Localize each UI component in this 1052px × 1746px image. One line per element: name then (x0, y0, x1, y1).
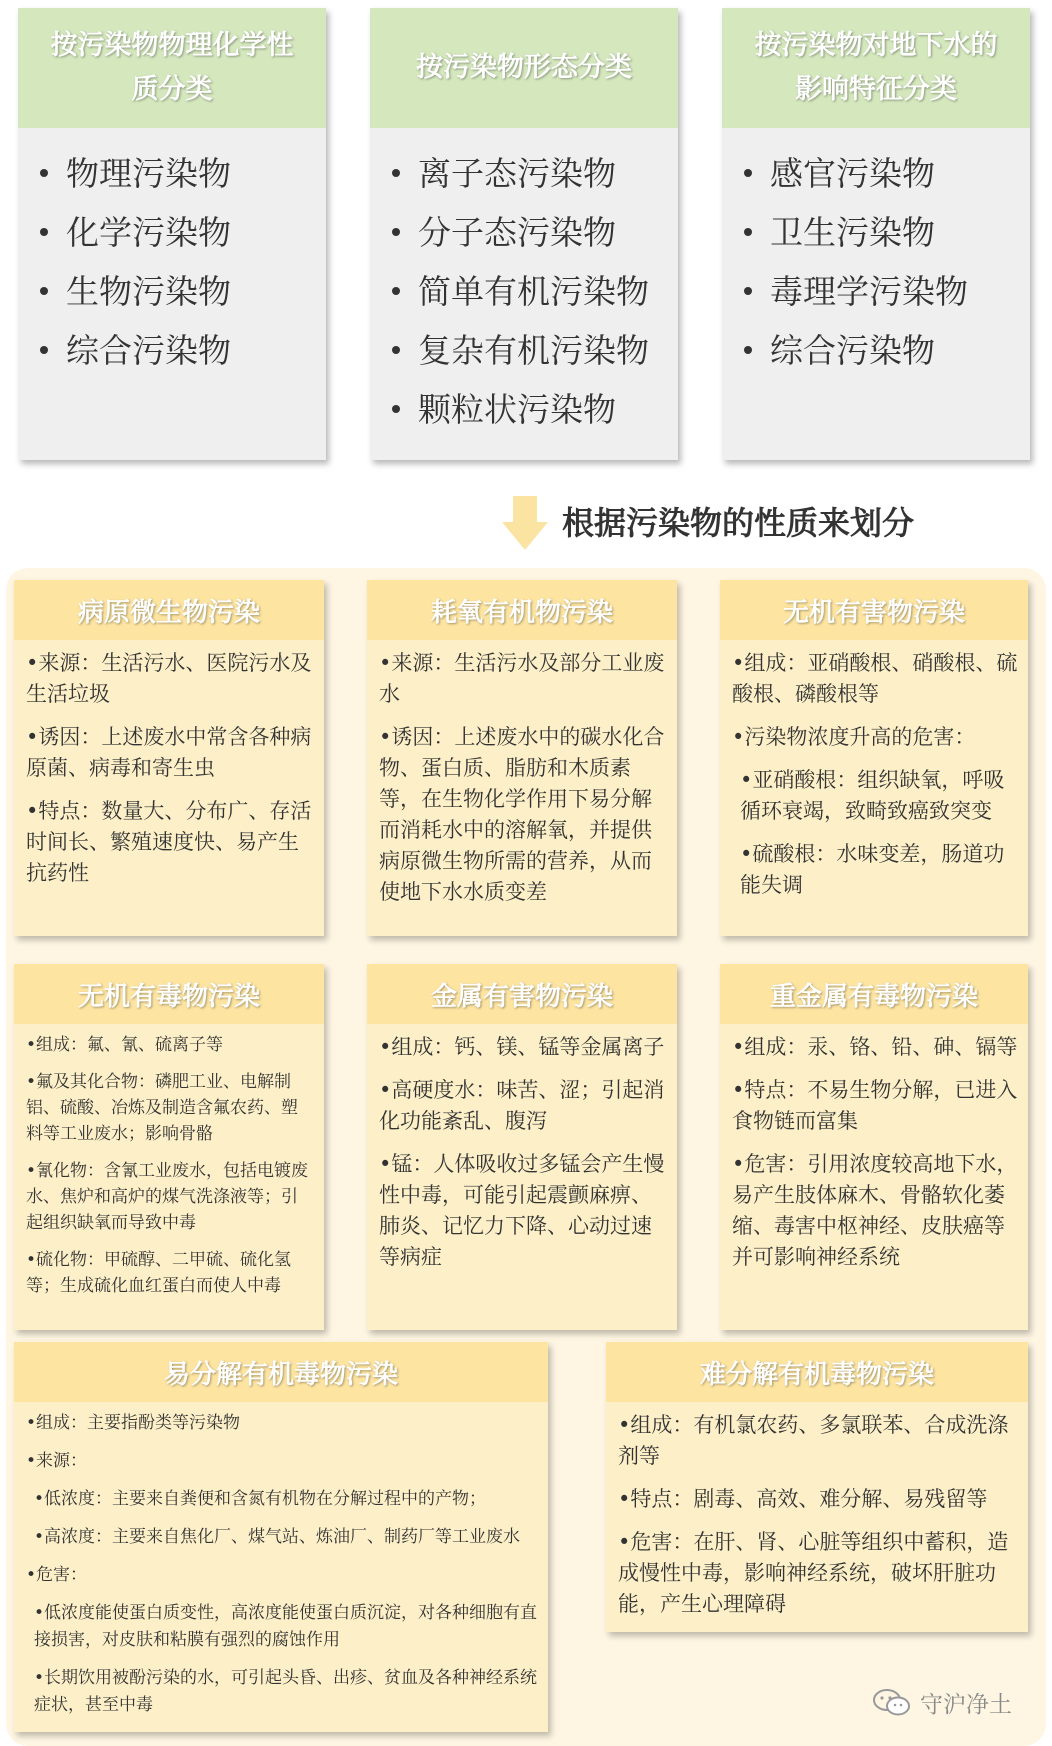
card-heavy-metal-toxic (720, 964, 1028, 1330)
watermark-text: 守沪净土 (920, 1692, 1012, 1718)
list-item: 综合污染物 (744, 321, 1030, 380)
card-line: •污染物浓度升高的危害： (732, 725, 976, 749)
bullet-icon (40, 169, 48, 177)
card-oxygen-consuming-organics (367, 580, 677, 936)
card-subline: •亚硝酸根：组织缺氧，呼吸循环衰竭，致畸致癌致突变 (740, 768, 1005, 823)
card-title: 易分解有机毒物污染 (14, 1342, 548, 1402)
card-line: •组成：氟、氰、硫离子等 (26, 1035, 224, 1055)
list-item: 感官污染物 (744, 144, 1030, 203)
card-subline: •硫酸根：水味变差，肠道功能失调 (740, 842, 1005, 897)
card-metal-harmful (367, 964, 677, 1330)
card-line: •来源：生活污水、医院污水及生活垃圾 (26, 651, 312, 706)
category-card-physicochemical (18, 8, 326, 460)
card-line: •诱因：上述废水中常含各种病原菌、病毒和寄生虫 (26, 725, 312, 780)
card-line: •组成：汞、铬、铅、砷、镉等 (732, 1035, 1018, 1059)
category-card-title: 按污染物形态分类 (370, 8, 678, 128)
bullet-icon (744, 287, 752, 295)
card-inorganic-toxic (14, 964, 324, 1330)
card-refractory-organic-toxic (606, 1342, 1028, 1632)
bullet-icon (392, 346, 400, 354)
list-item: 物理污染物 (40, 144, 326, 203)
list-item: 综合污染物 (40, 321, 326, 380)
card-subline: •低浓度能使蛋白质变性，高浓度能使蛋白质沉淀，对各种细胞有直接损害，对皮肤和粘膜有强烈的腐蚀作用 (34, 1603, 538, 1650)
list-item: 复杂有机污染物 (392, 321, 678, 380)
card-title: 病原微生物污染 (14, 580, 324, 640)
card-line: •危害：在肝、肾、心脏等组织中蓄积，造成慢性中毒，影响神经系统，破坏肝脏功能，产生心理障碍 (618, 1530, 1009, 1616)
card-title: 无机有毒物污染 (14, 964, 324, 1024)
category-card-morphology (370, 8, 678, 460)
card-line: •危害：引用浓度较高地下水，易产生肢体麻木、骨骼软化萎缩、毒害中枢神经、皮肤癌等并可影响神经系统 (732, 1152, 1018, 1269)
category-card-title: 按污染物对地下水的影响特征分类 (722, 8, 1030, 128)
card-line: •组成：有机氯农药、多氯联苯、合成洗涤剂等 (618, 1413, 1009, 1468)
card-line: •组成：亚硝酸根、硝酸根、硫酸根、磷酸根等 (732, 651, 1018, 706)
section-title: 根据污染物的性质来划分 (562, 504, 915, 542)
card-line: •组成：钙、镁、锰等金属离子 (379, 1035, 665, 1059)
list-item: 颗粒状污染物 (392, 380, 678, 439)
list-item: 简单有机污染物 (392, 262, 678, 321)
card-pathogen (14, 580, 324, 936)
card-line: •特点：不易生物分解，已进入食物链而富集 (732, 1078, 1018, 1133)
card-inorganic-harmful (720, 580, 1028, 936)
card-title: 重金属有毒物污染 (720, 964, 1028, 1024)
bullet-icon (392, 169, 400, 177)
card-subline: •低浓度：主要来自粪便和含氮有机物在分解过程中的产物； (34, 1489, 487, 1509)
card-line: •诱因：上述废水中的碳水化合物、蛋白质、脂肪和木质素等，在生物化学作用下易分解而消耗水中的溶解氧，并提供病原微生物所需的营养，从而使地下水水质变差 (379, 725, 665, 904)
card-line: •锰：人体吸收过多锰会产生慢性中毒，可能引起震颤麻痹、肺炎、记忆力下降、心动过速等病症 (379, 1152, 665, 1269)
bullet-icon (40, 346, 48, 354)
watermark (872, 1686, 1012, 1719)
card-line: •危害： (26, 1565, 88, 1585)
card-title: 金属有害物污染 (367, 964, 677, 1024)
category-card-title: 按污染物物理化学性质分类 (18, 8, 326, 128)
list-item: 分子态污染物 (392, 203, 678, 262)
card-degradable-organic-toxic (14, 1342, 548, 1732)
card-title: 耗氧有机物污染 (367, 580, 677, 640)
card-title: 难分解有机毒物污染 (606, 1342, 1028, 1402)
bullet-icon (40, 228, 48, 236)
card-line: •氰化物：含氰工业废水，包括电镀废水、焦炉和高炉的煤气洗涤液等；引起组织缺氧而导致中毒 (26, 1161, 309, 1233)
bullet-icon (744, 346, 752, 354)
list-item: 离子态污染物 (392, 144, 678, 203)
bullet-icon (744, 169, 752, 177)
card-subline: •高浓度：主要来自焦化厂、煤气站、炼油厂、制药厂等工业废水 (34, 1527, 521, 1547)
card-line: •来源： (26, 1451, 88, 1471)
card-line: •氟及其化合物：磷肥工业、电解制铝、硫酸、冶炼及制造含氟农药、塑料等工业废水；影响骨骼 (26, 1072, 298, 1144)
category-list (370, 128, 678, 439)
bullet-icon (744, 228, 752, 236)
bullet-icon (392, 405, 400, 413)
bullet-icon (392, 287, 400, 295)
category-card-groundwater-impact (722, 8, 1030, 460)
list-item: 卫生污染物 (744, 203, 1030, 262)
bullet-icon (40, 287, 48, 295)
card-subline: •长期饮用被酚污染的水，可引起头昏、出疹、贫血及各种神经系统症状，甚至中毒 (34, 1668, 538, 1715)
list-item: 化学污染物 (40, 203, 326, 262)
card-line: •特点：数量大、分布广、存活时间长、繁殖速度快、易产生抗药性 (26, 799, 312, 885)
list-item: 毒理学污染物 (744, 262, 1030, 321)
category-list (722, 128, 1030, 380)
card-line: •组成：主要指酚类等污染物 (26, 1413, 241, 1433)
down-arrow-icon (502, 496, 548, 554)
category-list (18, 128, 326, 380)
chat-bubbles-icon (872, 1687, 912, 1719)
card-title: 无机有害物污染 (720, 580, 1028, 640)
card-line: •来源：生活污水及部分工业废水 (379, 651, 665, 706)
card-line: •高硬度水：味苦、涩；引起消化功能紊乱、腹泻 (379, 1078, 665, 1133)
card-line: •硫化物：甲硫醇、二甲硫、硫化氢等；生成硫化血红蛋白而使人中毒 (26, 1250, 292, 1296)
list-item: 生物污染物 (40, 262, 326, 321)
bullet-icon (392, 228, 400, 236)
card-line: •特点：剧毒、高效、难分解、易残留等 (618, 1487, 988, 1511)
